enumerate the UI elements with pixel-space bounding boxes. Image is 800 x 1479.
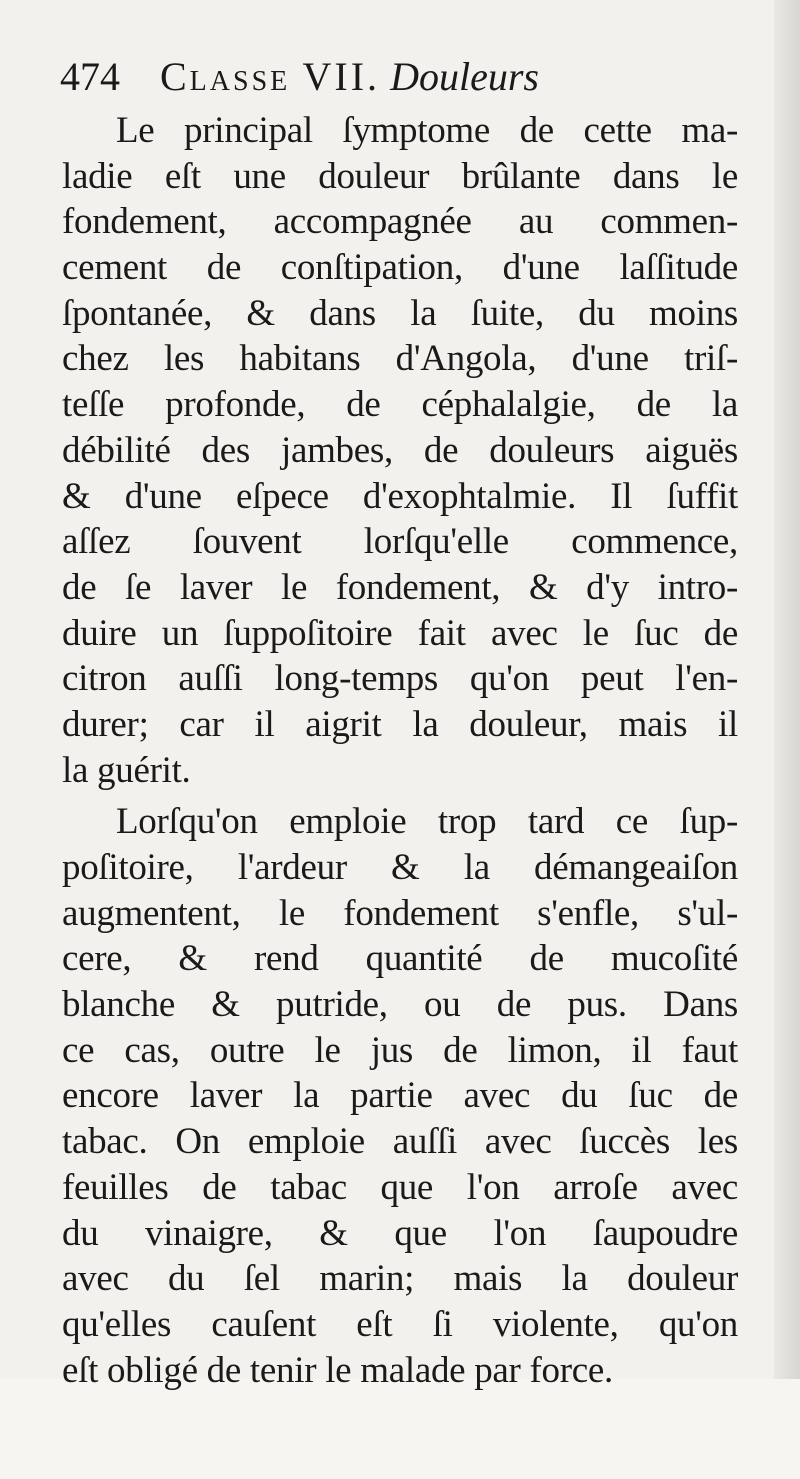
text-line: teſſe profonde, de céphalalgie, de la — [62, 384, 738, 426]
text-line: encore laver la partie avec du ſuc de — [62, 1075, 738, 1117]
text-line: poſitoire, l'ardeur & la démangeaiſon — [62, 847, 738, 888]
text-line: augmentent, le fondement s'enfle, s'ul- — [62, 892, 738, 934]
text-line: du vinaigre, & que l'on ſaupoudre — [62, 1212, 738, 1254]
text-line: avec du ſel marin; mais la douleur — [62, 1258, 738, 1300]
text-line: Lorſqu'on emploie trop tard ce ſup- — [116, 801, 738, 843]
text-line: cere, & rend quantité de mucoſité — [62, 938, 738, 980]
text-line: duire un ſuppoſitoire fait avec le ſuc de — [62, 612, 738, 654]
text-line: ladie eſt une douleur brûlante dans le — [62, 155, 738, 197]
paragraph-1 — [62, 108, 738, 793]
text-line: ce cas, outre le jus de limon, il faut — [62, 1029, 738, 1071]
bottom-margin — [0, 1379, 800, 1479]
running-header — [60, 52, 760, 102]
text-line: débilité des jambes, de douleurs aiguës — [62, 429, 738, 471]
paragraph-2 — [62, 799, 738, 1393]
text-line: eſt obligé de tenir le malade par force. — [62, 1349, 613, 1391]
body-text — [62, 108, 738, 1393]
page-edge-shadow — [774, 0, 800, 1479]
text-line: qu'elles cauſent eſt ſi violente, qu'on — [62, 1303, 738, 1345]
text-line: citron auſſi long-temps qu'on peut l'en- — [62, 658, 738, 700]
text-line: cement de conſtipation, d'une laſſitude — [62, 247, 738, 289]
page-number: 474 — [60, 54, 120, 99]
text-line: chez les habitans d'Angola, d'une triſ- — [62, 338, 738, 380]
text-line: fondement, accompagnée au commen- — [62, 201, 738, 243]
text-line: feuilles de tabac que l'on arroſe avec — [62, 1166, 738, 1208]
text-line: ſpontanée, & dans la ſuite, du moins — [62, 292, 738, 334]
text-line: de ſe laver le fondement, & d'y intro- — [62, 566, 738, 608]
text-line: durer; car il aigrit la douleur, mais il — [62, 703, 738, 745]
text-line: tabac. On emploie auſſi avec ſuccès les — [62, 1121, 738, 1163]
text-line: Le principal ſymptome de cette ma- — [116, 110, 738, 151]
text-line: blanche & putride, ou de pus. Dans — [62, 984, 738, 1026]
running-head-subtitle: Douleurs — [390, 54, 539, 99]
running-head-title: Classe VII. — [160, 54, 381, 99]
text-line: & d'une eſpece d'exophtalmie. Il ſuffit — [62, 475, 738, 517]
text-line: la guérit. — [62, 749, 191, 791]
text-line: aſſez ſouvent lorſqu'elle commence, — [62, 521, 738, 563]
